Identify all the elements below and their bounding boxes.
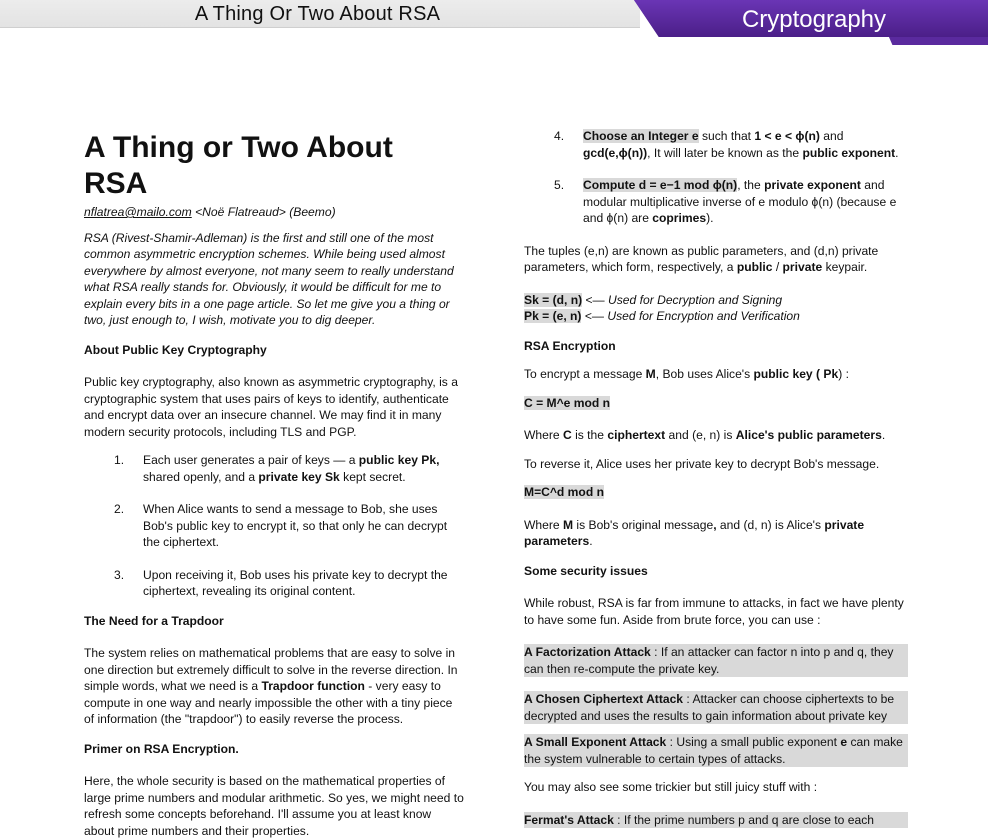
attack-item (524, 812, 908, 829)
tuples-paragraph (524, 243, 908, 276)
message-paragraph (524, 517, 908, 550)
pkc-heading: About Public Key Cryptography (84, 342, 267, 357)
rsa-encryption-heading: RSA Encryption (524, 338, 616, 353)
list-item (84, 567, 464, 600)
enc-bold: Alice's public parameters (735, 428, 882, 442)
attack-name: A Factorization Attack (524, 645, 651, 659)
enc-text: To encrypt a message (524, 367, 646, 381)
step-highlight: Compute d = e−1 mod ϕ(n) (583, 178, 738, 192)
primer-paragraph: Here, the whole security is based on the mathematical properties of large prime numbers and modular arithmetic. So yes, we might need to refresh some concepts beforehand. I'll assume you at least know about prime numbers and their properties. (84, 774, 464, 838)
list-item (524, 177, 908, 227)
attack-name: A Small Exponent Attack (524, 735, 667, 749)
encrypt-paragraph (524, 366, 908, 383)
attack-desc: : If an attacker can factor n into p and q, they can then re-compute the private key. (524, 645, 894, 676)
trapdoor-text: The system relies on mathematical problems that are easy to solve in one direction but extremely difficult to solve in the reverse direction. In simple words, what we need is a (84, 646, 458, 693)
enc-bold: private parameters (524, 517, 865, 548)
key-line (524, 308, 908, 325)
primer-heading: Primer on RSA Encryption. (84, 741, 239, 756)
list-text: Upon receiving it, Bob uses his private key to decrypt the ciphertext, revealing its original content. (143, 567, 448, 598)
decrypt-formula: M=C^d mod n (524, 485, 604, 499)
step-bold: private exponent (764, 178, 861, 192)
attack-desc: : Attacker can choose ciphertexts to be decrypted and uses the results to gain information about private key (524, 692, 895, 723)
enc-text: is Bob's original message (573, 517, 714, 532)
attack-bold: e (840, 735, 848, 749)
attack-desc: : If the prime numbers p and q are close to each (613, 812, 874, 827)
author-line (84, 204, 464, 221)
enc-text: ) : (838, 367, 849, 381)
key-line (524, 292, 908, 309)
reverse-paragraph: To reverse it, Alice uses her private key to decrypt Bob's message. (524, 456, 880, 471)
list-item (524, 128, 908, 161)
intro-paragraph: RSA (Rivest-Shamir-Adleman) is the first and still one of the most common asymmetric encryption schemes. While being used almost everywhere by almost everyone, not many seem to really understand what RSA really stands for. Obviously, it would be difficult for me to explain every bits in a one page article. So let me give you a thing or two, just enough to, I wish, motivate you to dig deeper. (84, 230, 454, 327)
enc-bold: , (713, 517, 717, 532)
list-bold: public key Pk, (358, 453, 440, 467)
key-description: Used for Decryption and Signing (608, 292, 783, 307)
list-text: When Alice wants to send a message to Bob, she uses Bob's public key to encrypt it, so that only he can decrypt the ciphertext. (143, 502, 448, 549)
tuples-text: keypair. (822, 260, 868, 274)
list-number: 3. (114, 567, 125, 582)
step-text: such that (698, 129, 755, 143)
key-arrow: <— (582, 292, 609, 307)
list-number: 1. (114, 453, 125, 467)
left-column (84, 130, 464, 839)
pkc-paragraph: Public key cryptography, also known as asymmetric cryptography, is a cryptographic system that uses pairs of keys to identify, authenticate and encrypt data over an insecure channel. We may find it in many modern security protocols, including TLS and PGP. (84, 375, 458, 439)
attack-item (524, 734, 908, 767)
attack-name: A Chosen Ciphertext Attack (524, 692, 684, 706)
enc-bold: M (645, 367, 656, 381)
article-title: A Thing or Two About RSA (84, 131, 393, 200)
enc-text: . (881, 428, 886, 442)
author-email-link[interactable]: nflatrea@mailo.com (84, 205, 192, 219)
document-title: A Thing Or Two About RSA (194, 3, 441, 25)
tuples-text: / (772, 260, 783, 274)
tuples-bold: public (736, 260, 773, 274)
enc-bold: ciphertext (607, 428, 666, 442)
list-text: kept secret. (339, 469, 406, 484)
step-text: , the (737, 178, 765, 192)
list-bold: private key Sk (258, 469, 340, 484)
trapdoor-heading: The Need for a Trapdoor (84, 613, 224, 628)
step-bold: 1 < e < ϕ(n) (754, 129, 820, 143)
step-bold: coprimes (652, 211, 707, 225)
trapdoor-paragraph (84, 645, 464, 728)
trapdoor-text: - very easy to compute in one way and nearly impossible the other with a tiny piece of information (the "trapdoor") to easily reverse the process. (84, 679, 453, 726)
step-highlight: Choose an Integer e (583, 129, 699, 143)
key-arrow: <— (581, 309, 608, 323)
key-formula: Pk = (e, n) (524, 309, 582, 323)
security-intro: While robust, RSA is far from immune to attacks, in fact we have plenty to have some fun. Aside from brute force, you can use : (524, 596, 904, 627)
enc-bold: M (562, 517, 574, 532)
author-name: <Noë Flatreaud> (Beemo) (195, 205, 336, 219)
security-heading: Some security issues (524, 563, 648, 578)
list-text: Each user generates a pair of keys — a (143, 453, 359, 467)
section-name: Cryptography (741, 6, 887, 33)
list-item (84, 501, 464, 551)
step-bold: gcd(e,ϕ(n)) (583, 145, 648, 160)
attack-item (524, 644, 908, 677)
trickier-paragraph: You may also see some trickier but still juicy stuff with : (524, 780, 818, 794)
enc-text: and (d, n) is Alice's (716, 517, 825, 532)
formula-line (524, 395, 908, 412)
trapdoor-term: Trapdoor function (261, 679, 365, 693)
attack-desc: : Using a small public exponent (666, 735, 841, 749)
attack-name: Fermat's Attack (524, 812, 614, 827)
list-number: 4. (554, 129, 565, 143)
step-text: . (895, 145, 899, 160)
formula-line (524, 484, 908, 501)
ciphertext-paragraph (524, 427, 908, 444)
step-text: , It will later be known as the (647, 145, 803, 160)
keys-block (524, 292, 908, 325)
step-text: ). (706, 211, 714, 225)
enc-text: Where (524, 428, 563, 442)
list-text: shared openly, and a (143, 469, 259, 484)
step-text: and modular multiplicative inverse of e modulo ϕ(n) (because e and ϕ(n) are (583, 178, 897, 225)
attack-desc: can make the system vulnerable to certain types of attacks. (524, 735, 903, 766)
right-column (524, 128, 908, 828)
enc-text: is the (571, 428, 608, 442)
encrypt-formula: C = M^e mod n (524, 395, 611, 410)
list-item (84, 452, 464, 485)
enc-text: , Bob uses Alice's (655, 367, 754, 381)
step-bold: public exponent (802, 145, 896, 160)
key-description: Used for Encryption and Verification (607, 309, 800, 323)
list-number: 5. (554, 178, 565, 192)
step-text: and (819, 129, 844, 143)
list-number: 2. (114, 502, 125, 516)
enc-bold: C (562, 428, 572, 442)
tuples-text: The tuples (e,n) are known as public parameters, and (d,n) private parameters, which form, respectively, a (524, 243, 879, 274)
attack-item (524, 691, 908, 724)
enc-text: . (589, 534, 593, 548)
enc-bold: public key ( Pk (753, 367, 839, 381)
enc-text: Where (524, 517, 563, 532)
enc-text: and (e, n) is (665, 428, 736, 442)
key-formula: Sk = (d, n) (524, 292, 583, 307)
tuples-bold: private (782, 260, 823, 274)
